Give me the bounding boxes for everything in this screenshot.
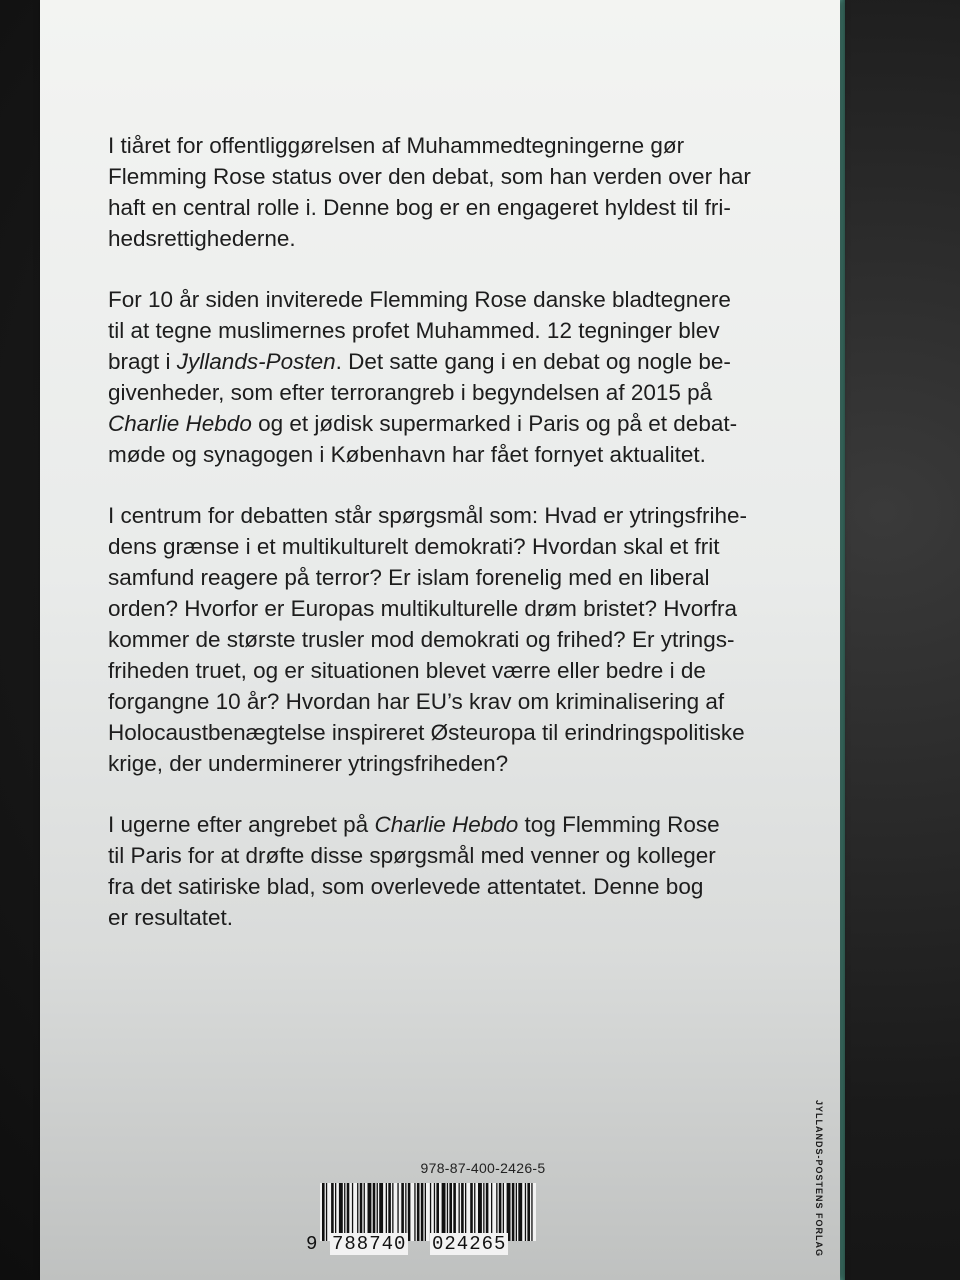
barcode <box>300 1183 540 1255</box>
barcode-bar <box>518 1183 522 1241</box>
magazine-title: Charlie Hebdo <box>108 411 252 436</box>
blurb-paragraph-4 <box>108 809 776 933</box>
text-run: . Det satte gang i en debat og nogle be- givenheder, som efter terrorangreb i begyndelsen af 2015 på <box>108 349 731 405</box>
magazine-title: Charlie Hebdo <box>374 812 519 837</box>
text-run: I ugerne efter angrebet på <box>108 812 375 837</box>
text-run: og et jødisk supermarked i Paris og på et debat- møde og synagogen i København har fået fornyet aktualitet. <box>108 411 738 467</box>
barcode-bar <box>525 1183 526 1241</box>
barcode-bar <box>414 1183 415 1241</box>
blurb-text <box>108 130 776 963</box>
blurb-paragraph-2 <box>108 284 776 470</box>
barcode-bar <box>425 1183 426 1241</box>
barcode-bar <box>417 1183 420 1241</box>
barcode-bar <box>527 1183 530 1241</box>
barcode-bar <box>516 1183 517 1241</box>
barcode-lead-digit: 9 <box>306 1233 319 1255</box>
barcode-group-1: 788740 <box>332 1233 407 1255</box>
blurb-paragraph-3: I centrum for debatten står spørgsmål som: Hvad er ytringsfrihe- dens grænse i et multikulturelt demokrati? Hvordan skal et frit samfund reagere på terror? Er islam forenelig med en liberal orden? Hvorfor er Europas multikulturelle drøm bristet? Hvorfra kommer de største trusler mod demokrati og frihed? Er ytrings- friheden truet, og er situationen blevet værre eller bedre i de forgangne 10 år? Hvordan har EU’s krav om kriminalisering af Holocaustbenægtelse inspireret Østeuropa til erindringspolitiske krige, der underminerer ytringsfriheden? <box>108 503 747 776</box>
barcode-bar <box>421 1183 424 1241</box>
newspaper-title: Jyllands-Posten <box>176 349 336 374</box>
barcode-bar <box>322 1183 325 1241</box>
barcode-bar <box>512 1183 515 1241</box>
isbn-number: 978-87-400-2426-5 <box>420 1160 546 1176</box>
text-run: tog Flemming Rose til Paris for at drøfte disse spørgsmål med venner og kolleger fra det satiriske blad, som overlevede attentatet. Denne bog er resultatet. <box>108 812 720 930</box>
barcode-group-2: 024265 <box>432 1233 507 1255</box>
publisher-spine-label: JYLLANDS-POSTENS FORLAG <box>814 1100 824 1258</box>
text-run: For 10 år siden inviterede Flemming Rose danske bladtegnere til at tegne muslimernes profet Muhammed. 12 tegninger blev bragt i <box>108 287 731 374</box>
blurb-paragraph-1: I tiåret for offentliggørelsen af Muhammedtegningerne gør Flemming Rose status over den debat, som han verden over har haft en central rolle i. Denne bog er en engageret hyldest til fri- hedsrettighederne. <box>108 133 751 251</box>
barcode-bar <box>531 1183 532 1241</box>
barcode-bar <box>326 1183 327 1241</box>
